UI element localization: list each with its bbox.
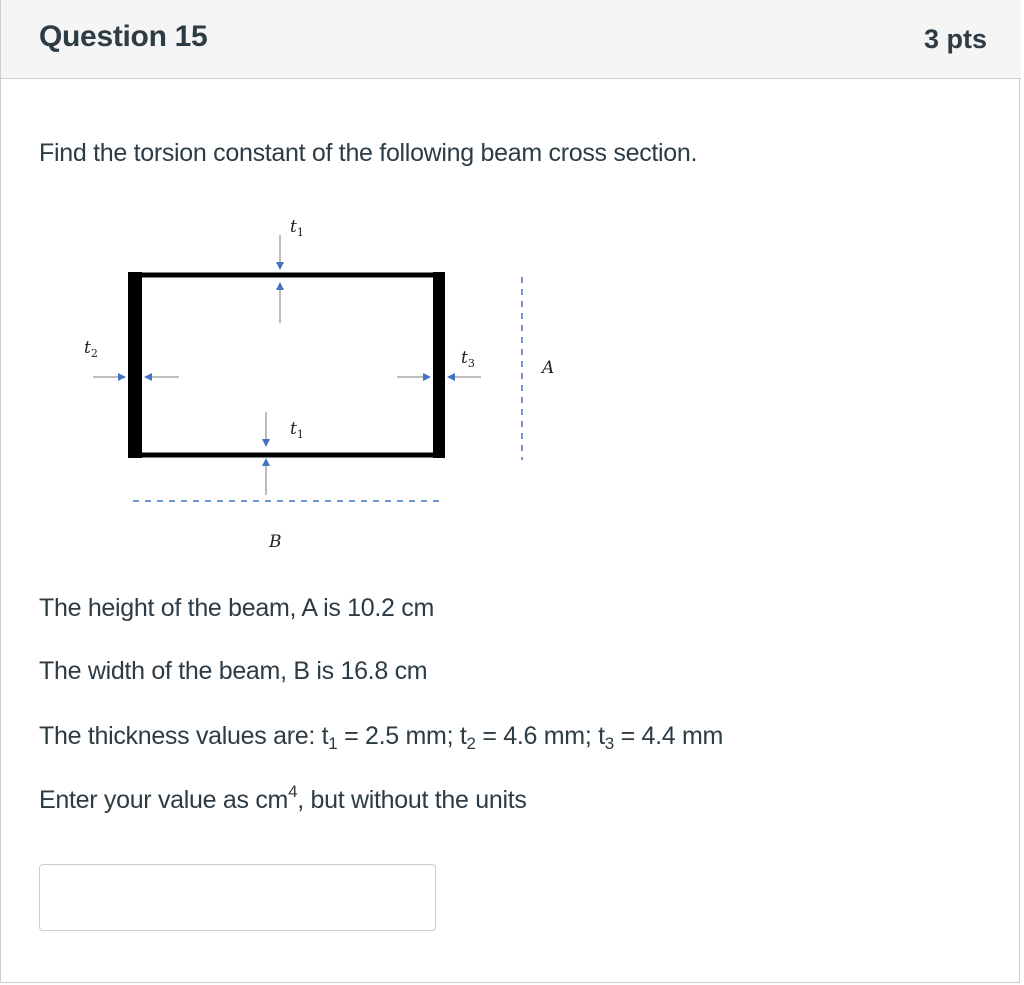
label-B: B <box>269 532 282 552</box>
label-t1-bottom: $t_1$ <box>290 419 304 441</box>
right-wall-thick <box>433 272 445 458</box>
height-statement: The height of the beam, A is 10.2 cm <box>39 594 434 622</box>
label-t1-top: $t_1$ <box>290 217 304 239</box>
beam-section-outline <box>133 275 440 455</box>
beam-cross-section-diagram <box>81 205 581 565</box>
question-points: 3 pts <box>923 24 987 54</box>
answer-input[interactable] <box>39 864 436 931</box>
units-instruction: Enter your value as $cm^4$, but without the units <box>39 782 527 814</box>
label-t2: $t_2$ <box>84 338 98 360</box>
width-statement: The width of the beam, B is 16.8 cm <box>39 657 428 685</box>
thickness-statement: The thickness values are: $t_1 = 2.5$ mm; $t_2 = 4.6$ mm; $t_3 = 4.4$ mm <box>39 722 724 753</box>
question-prompt: Find the torsion constant of the following beam cross section. <box>39 139 698 167</box>
question-header <box>1 0 1021 79</box>
label-t3: $t_3$ <box>461 348 475 370</box>
question-title: Question 15 <box>39 20 208 53</box>
left-wall-thick <box>128 272 142 458</box>
label-A: A <box>542 358 555 378</box>
